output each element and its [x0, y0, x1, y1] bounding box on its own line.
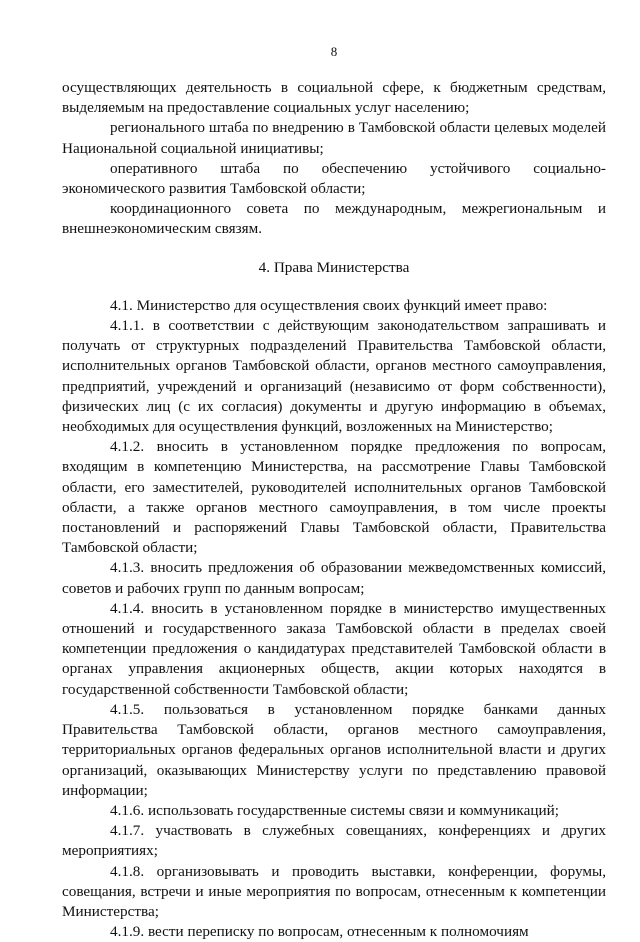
- paragraph-4-1-9: 4.1.9. вести переписку по вопросам, отнесенным к полномочиям: [110, 923, 529, 941]
- section-title: 4. Права Министерства: [258, 258, 410, 276]
- page-number: 8: [330, 44, 338, 59]
- document-page: [62, 0, 606, 941]
- paragraph-4-1-1: 4.1.1. в соответствии с действующим законодательством запрашивать и получать от структурных подразделений Правительства Тамбовской области, исполнительных органов Тамбовской области, органов местного самоуправления, предприятий, учреждений и организаций (независимо от форм собственности), физических лиц (с их согласия) документы и другую информацию в объемах, необходимых для осуществления функций, возложенных на Министерство;: [62, 317, 606, 436]
- paragraph-social-sphere: осуществляющих деятельность в социальной сфере, к бюджетным средствам, выделяемым на предоставление социальных услуг населению;: [62, 79, 606, 117]
- paragraph-4-1-8: 4.1.8. организовывать и проводить выставки, конференции, форумы, совещания, встречи и иные мероприятия по вопросам, отнесенным к компетенции Министерства;: [62, 862, 606, 920]
- paragraph-4-1-7: 4.1.7. участвовать в служебных совещаниях, конференциях и других мероприятиях;: [62, 822, 606, 860]
- paragraph-4-1-3: 4.1.3. вносить предложения об образовании межведомственных комиссий, советов и рабочих групп по данным вопросам;: [62, 559, 606, 597]
- paragraph-4-1-6: 4.1.6. использовать государственные системы связи и коммуникаций;: [110, 801, 559, 819]
- paragraph-regional-staff: регионального штаба по внедрению в Тамбовской области целевых моделей Национальной социальной инициативы;: [62, 119, 606, 157]
- paragraph-4-1-4: 4.1.4. вносить в установленном порядке в министерство имущественных отношений и государственного заказа Тамбовской области в пределах своей компетенции предложения о кандидатурах представителей Тамбовской области в органах управления акционерных обществ, акции которых находятся в государственной собственности Тамбовской области;: [62, 599, 606, 698]
- paragraph-4-1-5: 4.1.5. пользоваться в установленном порядке банками данных Правительства Тамбовской области, органов местного самоуправления, территориальных органов федеральных органов исполнительной власти и других организаций, оказывающих Министерству услуги по представлению правовой информации;: [62, 700, 606, 799]
- paragraph-operational-staff: оперативного штаба по обеспечению устойчивого социально-экономического развития Тамбовской области;: [62, 159, 606, 198]
- paragraph-4-1-2: 4.1.2. вносить в установленном порядке предложения по вопросам, входящим в компетенцию Министерства, на рассмотрение Главы Тамбовской области, его заместителей, руководителей исполнительных органов Тамбовской области, а также органов местного самоуправления, в том числе проекты постановлений и распоряжений Главы Тамбовской области, Правительства Тамбовской области;: [62, 438, 606, 557]
- document-body: [62, 78, 606, 942]
- paragraph-coordination-council: координационного совета по международным, межрегиональным и внешнеэкономическим связям.: [62, 200, 606, 238]
- paragraph-4-1: 4.1. Министерство для осуществления своих функций имеет право:: [110, 296, 548, 314]
